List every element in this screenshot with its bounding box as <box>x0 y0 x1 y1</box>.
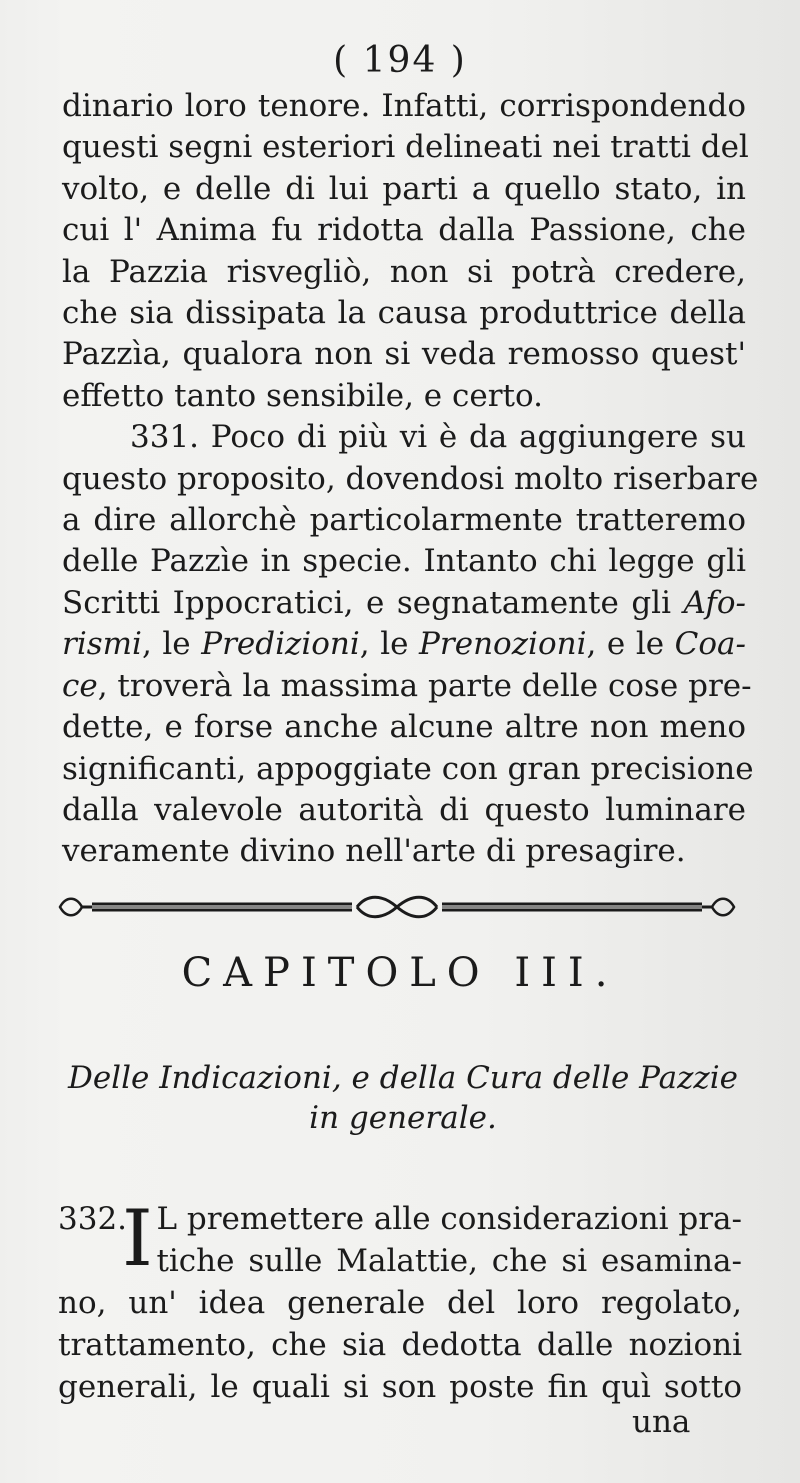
text-line: dalla valevole autorità di questo luminare <box>62 791 746 828</box>
paragraph-332 <box>58 1194 742 1408</box>
text-segment: , le <box>141 626 191 663</box>
text-line: trattamento, che sia dedotta dalle nozioni <box>58 1327 742 1363</box>
catchword: una <box>632 1404 691 1440</box>
text-line: veramente divino nell'arte di presagire. <box>62 833 686 870</box>
subtitle-line: in generale. <box>309 1100 497 1136</box>
text-line: cui l' Anima fu ridotta dalla Passione, che <box>62 212 746 249</box>
text-line: L premettere alle considerazioni pra- <box>156 1201 742 1237</box>
italic-term: Coa- <box>674 626 747 663</box>
ornamental-divider <box>52 888 742 928</box>
chapter-subtitle <box>58 1058 748 1138</box>
paragraph-332-opening <box>58 1194 742 1284</box>
cap-lines <box>156 1198 742 1282</box>
text-line: dinario loro tenore. Infatti, corrispondendo <box>62 88 746 124</box>
text-line: significanti, appoggiate con gran precisione <box>62 750 754 787</box>
text-line: tiche sulle Malattie, che si esamina- <box>156 1243 742 1279</box>
text-line: questo proposito, dovendosi molto riserbare <box>62 460 759 497</box>
text-segment: , e le <box>586 626 665 663</box>
text-line: generali, le quali si son poste fin quì sotto <box>58 1369 742 1405</box>
text-line: delle Pazzìe in specie. Intanto chi legge gli <box>62 543 746 580</box>
text-line: dette, e forse anche alcune altre non meno <box>62 709 746 746</box>
chapter-title: CAPITOLO III. <box>181 950 619 996</box>
text-segment: Scritti Ippocratici, e segnatamente gli <box>62 584 672 621</box>
italic-term: Predizioni <box>201 626 360 663</box>
text-line-with-italic: rismi, le Predizioni, le Prenozioni, e le Coa- <box>62 626 747 663</box>
text-line: Pazzìa, qualora non si veda remosso quest' <box>62 336 746 373</box>
italic-term: Prenozioni <box>419 626 587 663</box>
text-line-with-italic <box>62 583 746 624</box>
text-line-with-italic <box>62 666 752 707</box>
body-text <box>62 86 759 873</box>
text-line: no, un' idea generale del loro regolato, <box>58 1285 742 1321</box>
text-line: a dire allorchè particolarmente tratteremo <box>62 502 746 539</box>
text-line: che sia dissipata la causa produttrice della <box>62 295 746 332</box>
subtitle-line: Delle Indicazioni, e della Cura delle Pazzie <box>67 1060 739 1096</box>
page-number: ( 194 ) <box>333 40 467 81</box>
italic-term: ce <box>62 667 98 704</box>
text-line: volto, e delle di lui parti a quello stato, in <box>62 170 746 207</box>
text-line: effetto tanto sensibile, e certo. <box>62 377 543 414</box>
text-line: la Pazzia risvegliò, non si potrà credere, <box>62 253 746 290</box>
paragraph-number: 332. <box>58 1201 128 1237</box>
drop-cap: I <box>122 1194 153 1284</box>
italic-term: rismi <box>62 626 142 663</box>
text-segment: , troverà la massima parte delle cose pre- <box>97 667 752 704</box>
text-line: questi segni esteriori delineati nei tratti del <box>62 129 749 166</box>
paragraph-331-start: 331. Poco di più vi è da aggiungere su <box>130 419 746 456</box>
italic-term: Afo- <box>683 584 747 621</box>
